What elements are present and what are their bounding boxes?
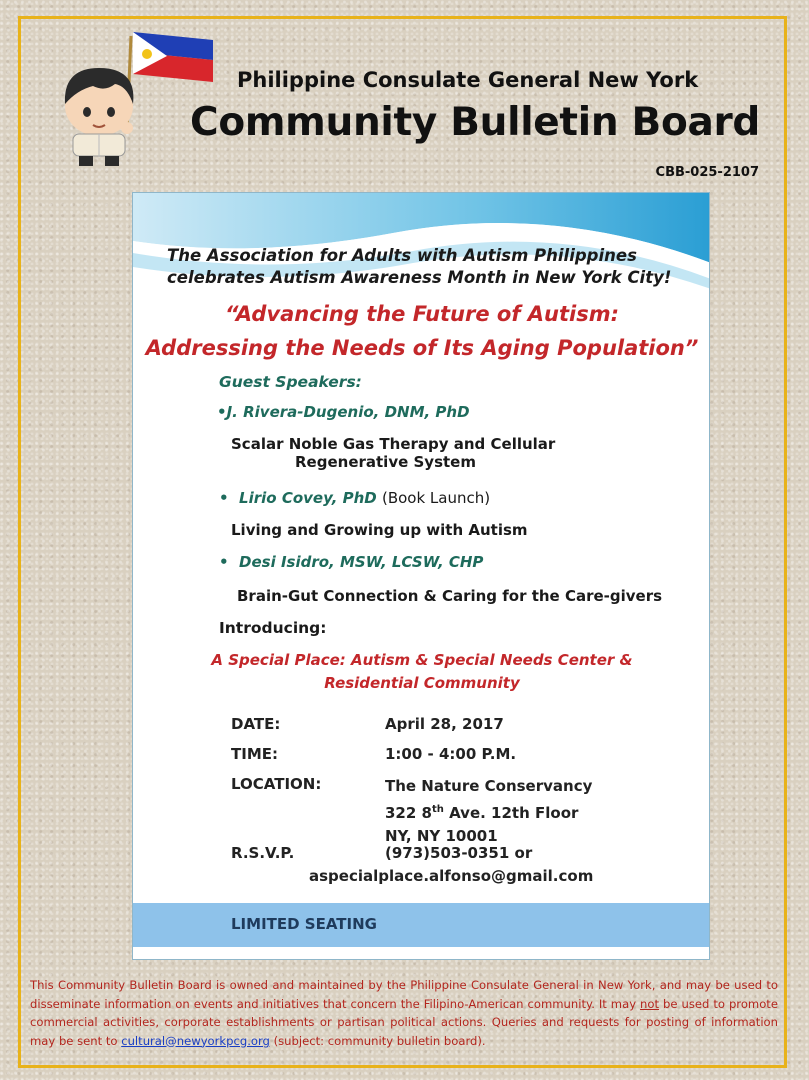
time-value: 1:00 - 4:00 P.M. <box>385 745 517 763</box>
contact-email-link[interactable]: cultural@newyorkpcg.org <box>121 1033 270 1048</box>
bulletin-code: CBB-025-2107 <box>655 165 759 180</box>
rsvp-email: aspecialplace.alfonso@gmail.com <box>309 867 594 885</box>
speaker-1-name: •J. Rivera-Dugenio, DNM, PhD <box>217 403 470 421</box>
introducing-label: Introducing: <box>219 619 327 637</box>
location-label: LOCATION: <box>231 775 322 793</box>
mascot-with-flag-icon <box>55 28 225 168</box>
introducing-center: A Special Place: Autism & Special Needs Center & Residential Community <box>211 651 633 692</box>
event-poster <box>132 192 710 960</box>
date-label: DATE: <box>231 715 281 733</box>
speaker-3-name: • Desi Isidro, MSW, LCSW, CHP <box>219 553 484 571</box>
speaker-2-topic: Living and Growing up with Autism <box>231 521 528 539</box>
event-headline: “Advancing the Future of Autism: Addressing the Needs of Its Aging Population” <box>145 302 699 360</box>
location-value: The Nature Conservancy 322 8th Ave. 12th Floor NY, NY 10001 <box>385 777 593 845</box>
speaker-2-name: • Lirio Covey, PhD (Book Launch) <box>219 489 491 507</box>
speaker-3-topic: Brain-Gut Connection & Caring for the Care-givers <box>237 587 663 605</box>
speakers-label: Guest Speakers: <box>219 373 362 391</box>
page-title: Community Bulletin Board <box>190 100 761 145</box>
time-label: TIME: <box>231 745 278 763</box>
rsvp-label: R.S.V.P. <box>231 844 295 862</box>
date-value: April 28, 2017 <box>385 715 504 733</box>
rsvp-phone: (973)503-0351 or <box>385 844 533 862</box>
limited-seating-banner: LIMITED SEATING <box>133 903 710 947</box>
consulate-name: Philippine Consulate General New York <box>237 68 699 92</box>
speaker-1-topic: Scalar Noble Gas Therapy and Cellular Regenerative System <box>231 435 556 471</box>
intro-text: The Association for Adults with Autism Philippines celebrates Autism Awareness Month in New York City! <box>167 246 672 287</box>
footer-disclaimer: This Community Bulletin Board is owned and maintained by the Philippine Consulate General in New York, and may be used to disseminate information on events and initiatives that concern the Filipino-American community. It may not be used to promote commercial activities, corporate establishments or partisan political actions. Queries and requests for posting of information may be sent to cultural@newyorkpcg.org (subject: community bulletin board). <box>30 978 778 1048</box>
